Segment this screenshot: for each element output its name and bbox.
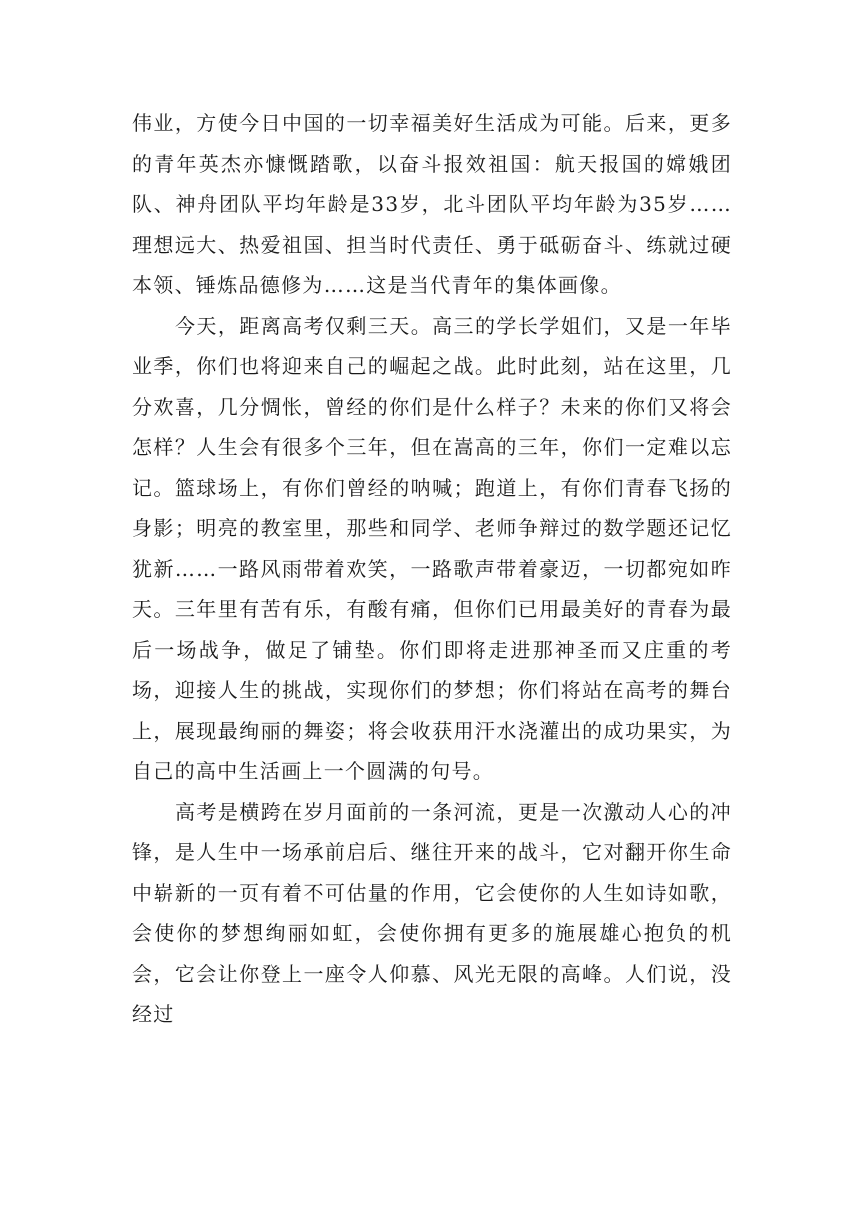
document-body: [132, 103, 732, 1035]
paragraph-2: 今天，距离高考仅剩三天。高三的学长学姐们，又是一年毕业季，你们也将迎来自己的崛起之战。此时此刻，站在这里，几分欢喜，几分惆怅，曾经的你们是什么样子？未来的你们又将会怎样？人生会有很多个三年，但在嵩高的三年，你们一定难以忘记。篮球场上，有你们曾经的呐喊；跑道上，有你们青春飞扬的身影；明亮的教室里，那些和同学、老师争辩过的数学题还记忆犹新……一路风雨带着欢笑，一路歌声带着豪迈，一切都宛如昨天。三年里有苦有乐，有酸有痛，但你们已用最美好的青春为最后一场战争，做足了铺垫。你们即将走进那神圣而又庄重的考场，迎接人生的挑战，实现你们的梦想；你们将站在高考的舞台上，展现最绚丽的舞姿；将会收获用汗水浇灌出的成功果实，为自己的高中生活画上一个圆满的句号。: [132, 313, 732, 783]
paragraph-3: 高考是横跨在岁月面前的一条河流，更是一次激动人心的冲锋，是人生中一场承前启后、继往开来的战斗，它对翻开你生命中崭新的一页有着不可估量的作用，它会使你的人生如诗如歌，会使你的梦想绚丽如虹，会使你拥有更多的施展雄心抱负的机会，它会让你登上一座令人仰慕、风光无限的高峰。人们说，没经过: [132, 799, 732, 1026]
paragraph-1: 伟业，方使今日中国的一切幸福美好生活成为可能。后来，更多的青年英杰亦慷慨踏歌，以奋斗报效祖国：航天报国的嫦娥团队、神舟团队平均年龄是33岁，北斗团队平均年龄为35岁……理想远大、热爱祖国、担当时代责任、勇于砥砺奋斗、练就过硬本领、锤炼品德修为……这是当代青年的集体画像。: [132, 111, 732, 297]
